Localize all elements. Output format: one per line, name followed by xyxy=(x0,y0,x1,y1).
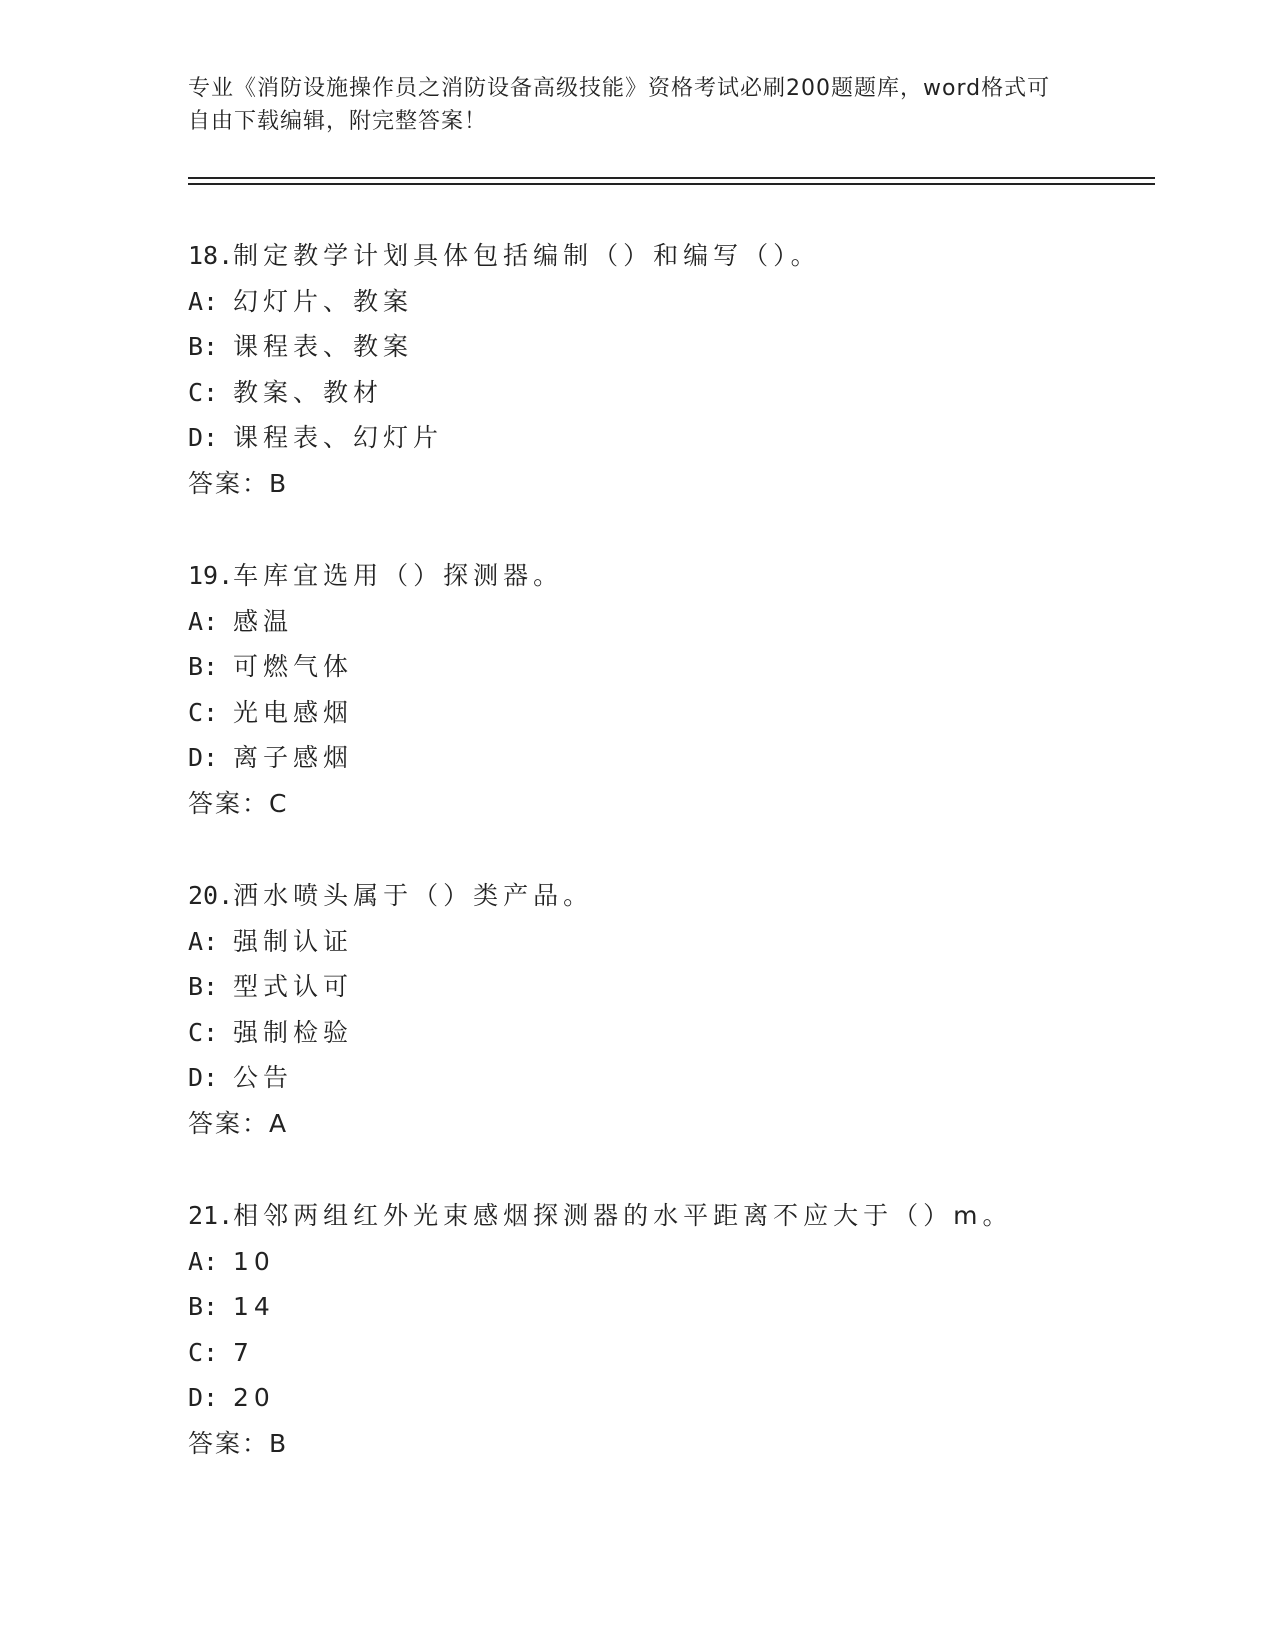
question-block xyxy=(188,233,1148,506)
answer-label: 答案： xyxy=(188,1428,270,1458)
option-letter: C: xyxy=(188,1337,219,1367)
option-text: 离子感烟 xyxy=(233,743,354,772)
question-block xyxy=(188,553,1148,826)
option-a xyxy=(188,919,1148,965)
header-divider-bottom xyxy=(188,183,1155,185)
option-b xyxy=(188,964,1148,1010)
option-text: 强制认证 xyxy=(233,926,354,956)
question-block xyxy=(188,1193,1148,1466)
answer-label: 答案： xyxy=(188,1108,270,1138)
option-letter: C: xyxy=(188,697,219,727)
option-letter: D: xyxy=(188,1063,219,1092)
option-d xyxy=(188,1375,1148,1421)
answer-line xyxy=(188,781,1148,827)
option-b xyxy=(188,644,1148,690)
option-letter: A: xyxy=(188,1246,219,1276)
option-letter: C: xyxy=(188,377,219,407)
option-letter: C: xyxy=(188,1017,219,1047)
option-a xyxy=(188,1239,1148,1285)
question-title xyxy=(188,1193,1148,1239)
header-divider-top xyxy=(188,177,1155,179)
option-text: 强制检验 xyxy=(233,1017,354,1047)
option-text: 课程表、教案 xyxy=(233,332,414,361)
option-c xyxy=(188,370,1148,416)
option-letter: B: xyxy=(188,1292,219,1321)
option-d xyxy=(188,1055,1148,1101)
answer-label: 答案： xyxy=(188,468,270,498)
option-letter: D: xyxy=(188,423,219,452)
option-text: 光电感烟 xyxy=(233,697,354,727)
option-text: 课程表、幻灯片 xyxy=(233,423,444,452)
answer-line xyxy=(188,461,1148,507)
answer-line xyxy=(188,1421,1148,1467)
option-d xyxy=(188,415,1148,461)
question-stem: 制定教学计划具体包括编制（）和编写（）。 xyxy=(233,241,821,270)
option-letter: A: xyxy=(188,286,219,316)
option-a xyxy=(188,279,1148,325)
option-text: 14 xyxy=(233,1292,275,1321)
question-block xyxy=(188,873,1148,1146)
option-text: 可燃气体 xyxy=(233,652,354,681)
option-text: 型式认可 xyxy=(233,972,354,1001)
option-a xyxy=(188,599,1148,645)
option-text: 教案、教材 xyxy=(233,377,384,407)
answer-value: B xyxy=(269,468,289,498)
option-letter: B: xyxy=(188,332,219,361)
answer-value: C xyxy=(269,788,289,818)
question-title xyxy=(188,873,1148,919)
question-number: 18. xyxy=(188,241,234,270)
option-text: 幻灯片、教案 xyxy=(233,286,414,316)
question-number: 20. xyxy=(188,881,234,910)
option-letter: A: xyxy=(188,926,219,956)
option-d xyxy=(188,735,1148,781)
option-b xyxy=(188,1284,1148,1330)
question-number: 21. xyxy=(188,1201,234,1230)
answer-line xyxy=(188,1101,1148,1147)
question-stem: 相邻两组红外光束感烟探测器的水平距离不应大于（）m。 xyxy=(233,1201,1013,1230)
document-header: 专业《消防设施操作员之消防设备高级技能》资格考试必刷200题题库，word格式可自由下载编辑，附完整答案！ xyxy=(188,76,1051,134)
option-text: 公告 xyxy=(233,1063,294,1092)
question-stem: 车库宜选用（）探测器。 xyxy=(233,561,564,590)
option-text: 7 xyxy=(233,1337,254,1367)
option-letter: A: xyxy=(188,606,219,636)
question-stem: 洒水喷头属于（）类产品。 xyxy=(233,881,594,910)
option-c xyxy=(188,1010,1148,1056)
option-text: 感温 xyxy=(233,606,294,636)
option-text: 10 xyxy=(233,1246,275,1276)
option-b xyxy=(188,324,1148,370)
question-title xyxy=(188,553,1148,599)
option-letter: D: xyxy=(188,743,219,772)
option-letter: B: xyxy=(188,972,219,1001)
question-title xyxy=(188,233,1148,279)
option-text: 20 xyxy=(233,1383,275,1412)
answer-value: A xyxy=(269,1108,289,1138)
answer-value: B xyxy=(269,1428,289,1458)
option-letter: B: xyxy=(188,652,219,681)
option-c xyxy=(188,690,1148,736)
answer-label: 答案： xyxy=(188,788,270,818)
question-number: 19. xyxy=(188,561,234,590)
option-c xyxy=(188,1330,1148,1376)
option-letter: D: xyxy=(188,1383,219,1412)
